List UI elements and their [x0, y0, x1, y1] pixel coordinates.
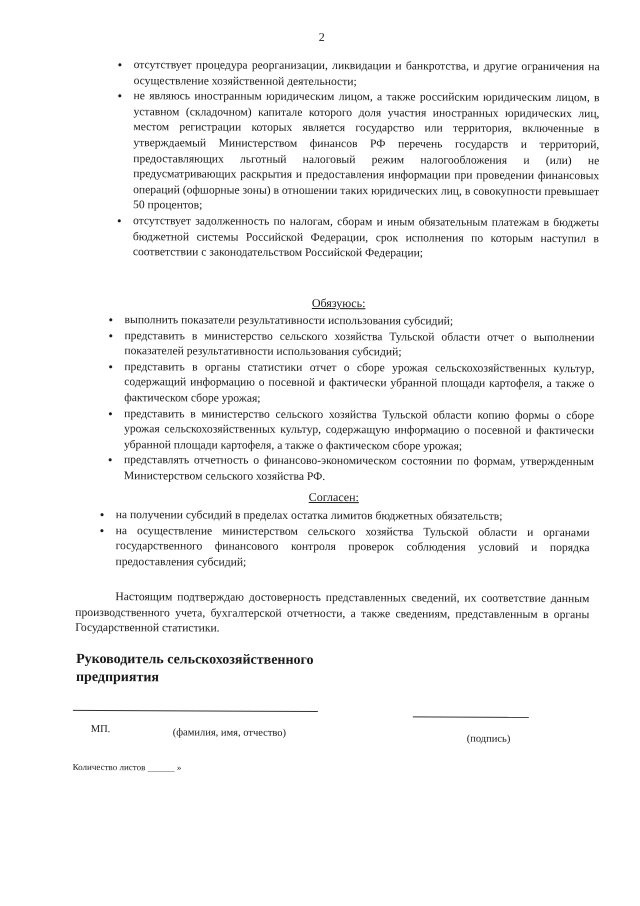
page-number: 2	[318, 29, 325, 45]
sheets-count	[73, 762, 182, 772]
list-item: • выполнить показатели результативности использования субсидий;	[115, 312, 595, 330]
consent-heading: Согласен:	[308, 489, 359, 505]
obligations-list	[114, 312, 595, 486]
conditions-list	[123, 57, 600, 262]
obligations-heading: Обязуюсь:	[311, 295, 366, 311]
sheets-label: Количество листов	[72, 761, 146, 773]
list-item: • отсутствует задолженность по налогам, сборам и иным обязательным платежам в бюджеты бюджетной системы Российской Федерации, срок исполнения по которым наступил в соответствии с законодательством Российской Федерации;	[123, 213, 599, 262]
signature-caption: (подпись)	[466, 733, 511, 745]
name-line	[73, 710, 318, 712]
signature-title: Руководитель сельскохозяйственного предприятия	[75, 651, 314, 686]
stamp-label: МП.	[90, 724, 111, 736]
obligations-block	[114, 312, 595, 486]
list-item: • отсутствует процедура реорганизации, ликвидации и банкротства, и другие ограничения на осуществление хозяйственной деятельности;	[124, 57, 600, 90]
consent-list	[105, 507, 589, 571]
list-item: • на получении субсидий в пределах остатка лимитов бюджетных обязательств;	[106, 507, 590, 525]
list-item: • не являюсь иностранным юридическим лицом, а также российским юридическим лицом, в уставном (складочном) капитале которого доля участия иностранных юридических лиц, местом регистрации которых является государство или территория, включенные в утверждаемый Министерством финансов РФ перечень государств и территорий, предоставляющих льготный налоговый режим налогообложения и (или) не предусматривающих раскрытия и предоставления информации при проведении финансовых операций (офшорные зоны) в отношении таких юридических лиц, в совокупности превышает 50 процентов;	[123, 88, 600, 215]
confirmation-paragraph: Настоящим подтверждаю достоверность представленных сведений, их соответствие данным производственного учета, бухгалтерской отчетности, а также сведениям, представленным в органы Государственной статистики.	[75, 590, 590, 635]
name-caption: (фамилия, имя, отчество)	[172, 727, 287, 739]
conditions-block	[123, 57, 600, 262]
list-item: • на осуществление министерством сельского хозяйства Тульской области и органами государственного финансового контроля проверок соблюдения условий и порядка предоставления субсидий;	[105, 523, 589, 572]
list-item: • представить в министерство сельского хозяйства Тульской области отчет о выполнении показателей результативности использования субсидий;	[114, 328, 594, 361]
signature-line	[413, 716, 529, 718]
sheets-suffix: »	[176, 762, 182, 773]
list-item: • представлять отчетность о финансово-экономическом состоянии по формам, утвержденным Министерством сельского хозяйства РФ.	[114, 452, 594, 485]
sheets-blank: ______	[147, 762, 175, 773]
list-item: • представить в органы статистики отчет о сборе урожая сельскохозяйственных культур, содержащий информацию о посевной и фактически убранной площади картофеля, а также о фактическом сборе урожая;	[114, 359, 594, 408]
consent-block	[105, 507, 589, 571]
list-item: • представить в министерство сельского хозяйства Тульской области копию формы о сборе урожая сельскохозяйственных культур, содержащую информацию о посевной и фактически убранной площади картофеля, а также о фактическом сборе урожая;	[114, 406, 594, 455]
